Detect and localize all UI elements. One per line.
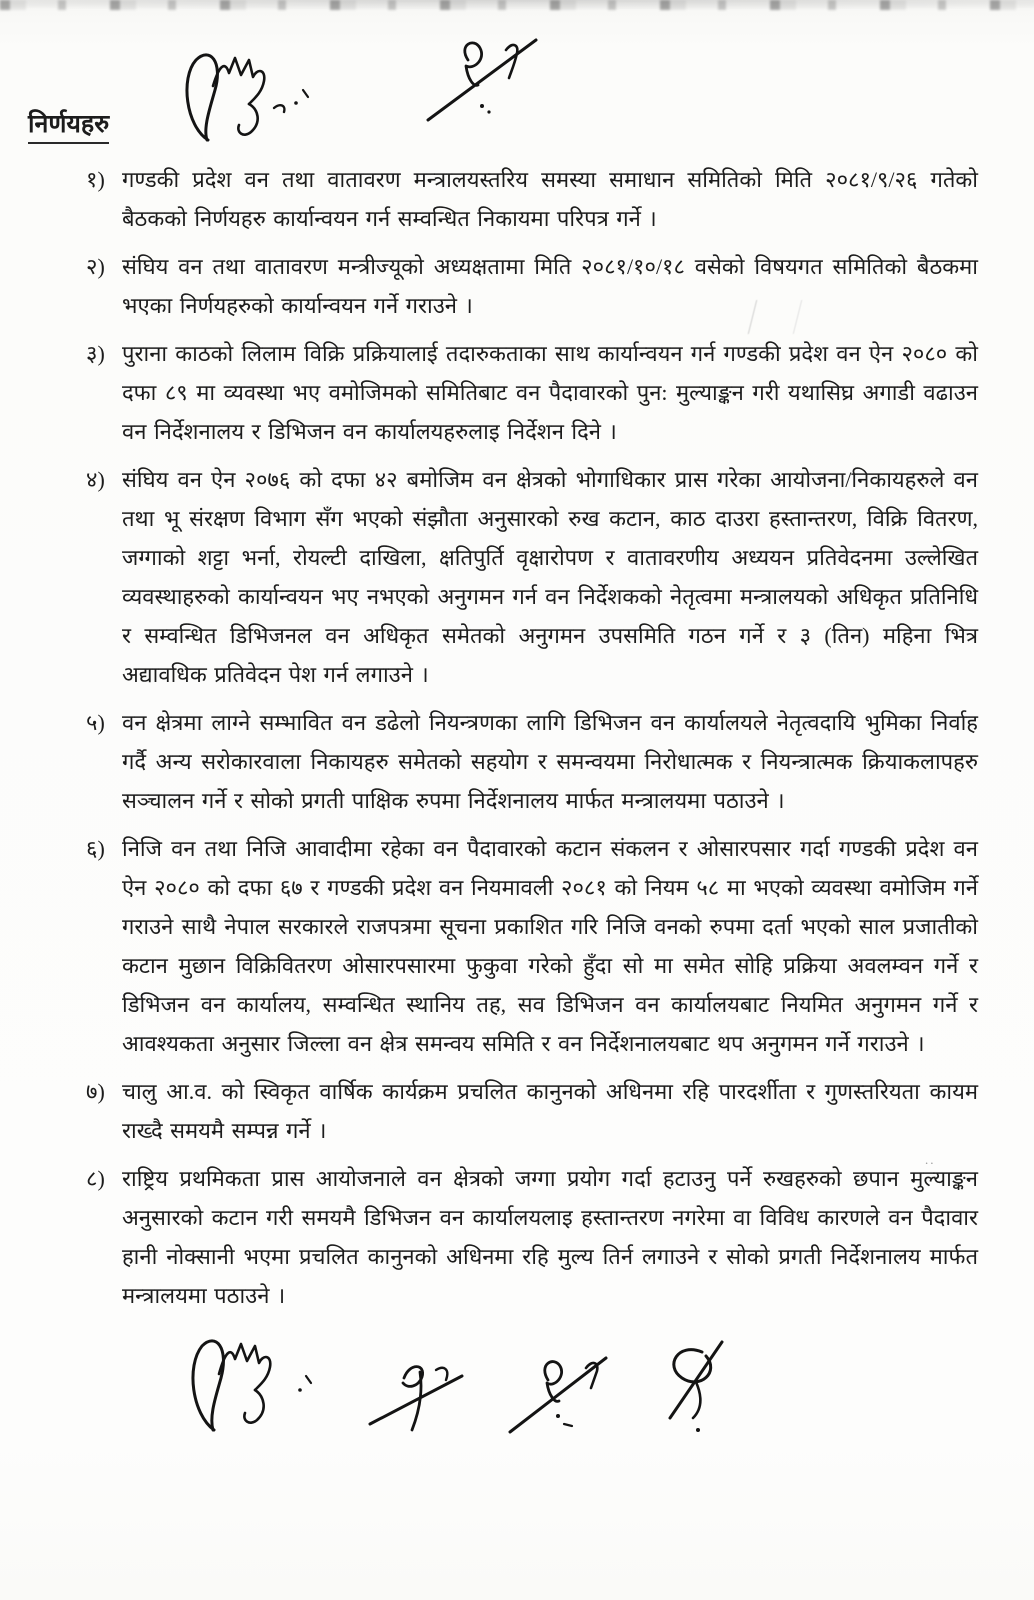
handwritten-signature-bottom-1: [182, 1330, 332, 1440]
decision-text: गण्डकी प्रदेश वन तथा वातावरण मन्त्रालयस्तरिय समस्या समाधान समितिको मिति २०८१/९/२६ गतेको बैठकको निर्णयहरु कार्यान्वयन गर्न सम्वन्धित निकायमा परिपत्र गर्ने ।: [122, 167, 978, 231]
decision-item-1: [86, 160, 978, 238]
handwritten-signature-top-right: [420, 32, 544, 126]
decision-number: ४): [86, 467, 105, 492]
decision-text: चालु आ.व. को स्विकृत वार्षिक कार्यक्रम प्रचलित कानुनको अधिनमा रहि पारदर्शीता र गुणस्तरियता कायम राख्दै समयमै सम्पन्न गर्ने ।: [122, 1079, 978, 1143]
signature-row: [182, 1324, 978, 1440]
decision-item-4: [86, 460, 978, 694]
scan-speck: ..: [925, 1152, 936, 1167]
decision-text: वन क्षेत्रमा लाग्ने सम्भावित वन डढेलो नियन्त्रणका लागि डिभिजन वन कार्यालयले नेतृत्वदायि भुमिका निर्वाह गर्दै अन्य सरोकारवाला निकायहरु समेतको सहयोग र समन्वयमा निरोधात्मक र नियन्त्रात्मक क्रियाकलापहरु सञ्चालन गर्ने र सोको प्रगती पाक्षिक रुपमा निर्देशनालय मार्फत मन्त्रालयमा पठाउने ।: [122, 710, 978, 813]
decision-text: पुराना काठको लिलाम विक्रि प्रक्रियालाई तदारुकताका साथ कार्यान्वयन गर्न गण्डकी प्रदेश वन ऐन २०८० को दफा ८९ मा व्यवस्था भए वमोजिमको समितिबाट वन पैदावारको पुन: मुल्याङ्कन गरी यथासिघ्र अगाडी वढाउन वन निर्देशनालय र डिभिजन वन कार्यालयहरुलाइ निर्देशन दिने ।: [122, 341, 978, 444]
decision-text: राष्ट्रिय प्रथमिकता प्रास आयोजनाले वन क्षेत्रको जग्गा प्रयोग गर्दा हटाउनु पर्ने रुखहरुको छपान मुल्याङ्कन अनुसारको कटान गरी समयमै डिभिजन वन कार्यालयलाइ हस्तान्तरण नगरेमा वा विविध कारणले वन पैदावार हानी नोक्सानी भएमा प्रचलित कानुनको अधिनमा रहि मुल्य तिर्न लगाउने र सोको प्रगती निर्देशनालय मार्फत मन्त्रालयमा पठाउने ।: [122, 1166, 978, 1308]
decision-item-6: [86, 829, 978, 1063]
decisions-list: [86, 160, 978, 1440]
decision-text: संघिय वन तथा वातावरण मन्त्रीज्यूको अध्यक्षतामा मिति २०८१/१०/१८ वसेको विषयगत समितिको बैठकमा भएका निर्णयहरुको कार्यान्वयन गर्ने गराउने ।: [122, 254, 978, 318]
decision-number: ८): [86, 1166, 105, 1191]
decision-item-5: [86, 703, 978, 820]
handwritten-signature-bottom-3: [504, 1348, 614, 1440]
decision-number: १): [86, 167, 105, 192]
decision-item-7: [86, 1072, 978, 1150]
scan-edge-artifact: [0, 0, 1034, 10]
decision-text: निजि वन तथा निजि आवादीमा रहेका वन पैदावारको कटान संकलन र ओसारपसार गर्दा गण्डकी प्रदेश वन ऐन २०८० को दफा ६७ र गण्डकी प्रदेश वन नियमावली २०८१ को नियम ५८ मा भएको व्यवस्था वमोजिम गर्ने गराउने साथै नेपाल सरकारले राजपत्रमा सूचना प्रकाशित गरि निजि वनको रुपमा दर्ता भएको साल प्रजातीको कटान मुछान विक्रिवितरण ओसारपसारमा फुकुवा गरेको हुँदा सो मा समेत सोहि प्रक्रिया अवलम्वन गर्ने र डिभिजन वन कार्यालय, सम्वन्धित स्थानिय तह, सव डिभिजन वन कार्यालयबाट नियमित अनुगमन गर्ने र आवश्यकता अनुसार जिल्ला वन क्षेत्र समन्वय समिति र वन निर्देशनालयबाट थप अनुगमन गर्ने गराउने ।: [122, 836, 978, 1056]
decision-text: संघिय वन ऐन २०७६ को दफा ४२ बमोजिम वन क्षेत्रको भोगाधिकार प्रास गरेका आयोजना/निकायहरुले वन तथा भू संरक्षण विभाग सँग भएको संझौता अनुसारको रुख कटान, काठ दाउरा हस्तान्तरण, विक्रि वितरण, जग्गाको शट्टा भर्ना, रोयल्टी दाखिला, क्षतिपुर्ति वृक्षारोपण र वातावरणीय अध्ययन प्रतिवेदनमा उल्लेखित व्यवस्थाहरुको कार्यान्वयन भए नभएको अनुगमन गर्न वन निर्देशकको नेतृत्वमा मन्त्रालयको अधिकृत प्रतिनिधि र सम्वन्धित डिभिजनल वन अधिकृत समेतको अनुगमन उपसमिति गठन गर्ने र ३ (तिन) महिना भित्र अद्यावधिक प्रतिवेदन पेश गर्न लगाउने ।: [122, 467, 978, 687]
decision-item-2: [86, 247, 978, 325]
decision-number: ७): [86, 1079, 105, 1104]
decision-number: ३): [86, 341, 105, 366]
decision-number: ६): [86, 836, 105, 861]
handwritten-signature-bottom-4: [648, 1338, 740, 1440]
decision-item-8: [86, 1159, 978, 1315]
decision-number: ५): [86, 710, 105, 735]
decision-number: २): [86, 254, 105, 279]
handwritten-signature-top-left: [176, 46, 326, 150]
page-title: निर्णयहरु: [28, 106, 109, 144]
decision-item-3: [86, 334, 978, 451]
handwritten-signature-bottom-2: [366, 1354, 470, 1440]
